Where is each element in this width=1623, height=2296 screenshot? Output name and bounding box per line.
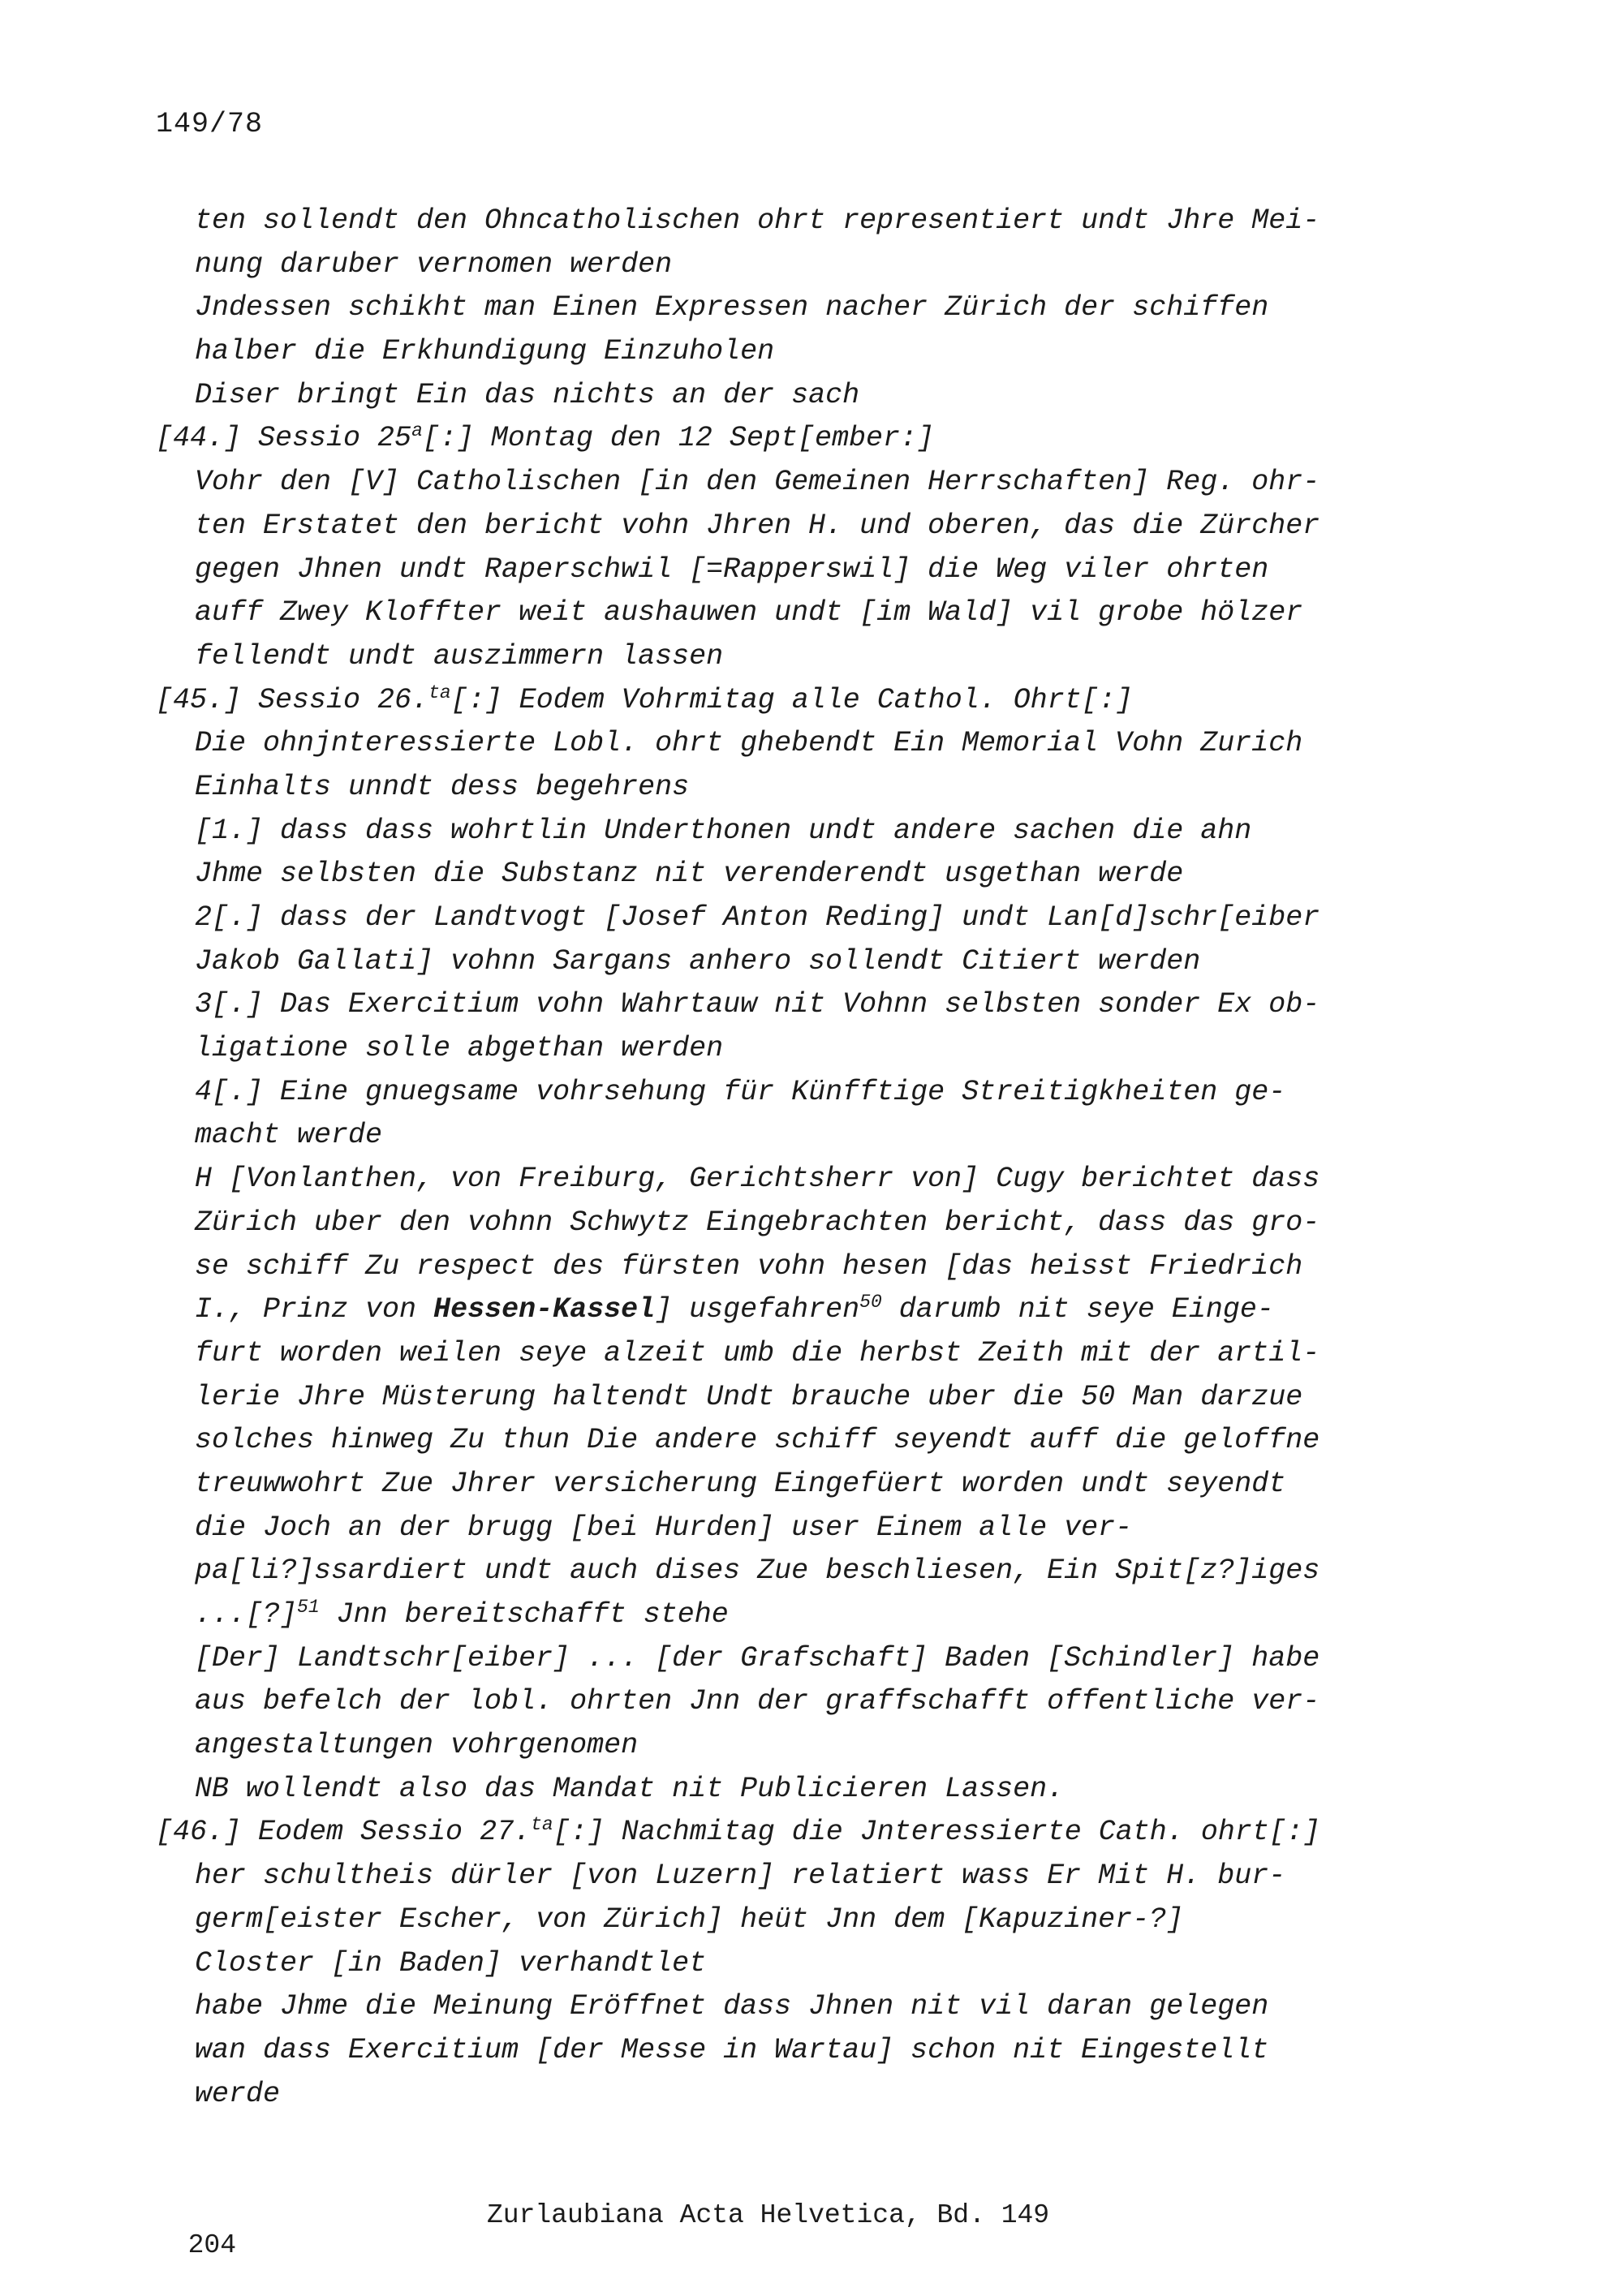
text-line: 3[.] Das Exercitium vohn Wahrtauw nit Vohnn selbsten sonder Ex ob- [195, 988, 1320, 1021]
document-body [156, 200, 1422, 2116]
text-line: lerie Jhre Müsterung haltendt Undt brauche uber die 50 Man darzue [195, 1380, 1303, 1413]
text-line: Zürich uber den vohnn Schwytz Eingebrachten bericht, dass das gro- [195, 1206, 1320, 1239]
text-line: Closter [in Baden] verhandtlet [195, 1946, 707, 1980]
text-line: Jakob Gallati] vohnn Sargans anhero sollendt Citiert werden [195, 944, 1201, 978]
text-line: Jndessen schikht man Einen Expressen nacher Zürich der schiffen [195, 291, 1269, 325]
text-line: solches hinweg Zu thun Die andere schiff seyendt auff die geloffne [195, 1424, 1320, 1457]
text-line: nung daruber vernomen werden [195, 247, 673, 281]
footnote-ref-51[interactable]: 51 [297, 1597, 320, 1618]
footnote-ref-50[interactable]: 50 [859, 1292, 882, 1314]
text-line: die Joch an der brugg [bei Hurden] user Einem alle ver- [195, 1511, 1133, 1544]
text-line: se schiff Zu respect des fürsten vohn hesen [das heisst Friedrich [195, 1249, 1303, 1283]
text-line: NB wollendt also das Mandat nit Publicieren Lassen. [195, 1772, 1065, 1805]
text-line: habe Jhme die Meinung Eröffnet dass Jhnen nit vil daran gelegen [195, 1990, 1269, 2023]
text-line: macht werde [195, 1119, 383, 1152]
bold-term: Hessen-Kassel [433, 1293, 656, 1326]
text-line: pa[li?]ssardiert undt auch dises Zue beschliesen, Ein Spit[z?]iges [195, 1554, 1320, 1588]
text-line: fellendt undt auszimmern lassen [195, 639, 724, 673]
page-number: 204 [187, 2230, 237, 2260]
session-heading-44: [44.] Sessio 25$^a$[:] Montag den 12 Sept[ember:] [156, 420, 934, 455]
session-heading-46: [46.] Eodem Sessio 27.$^{ta}$[:] Nachmitag die Jnteressierte Cath. ohrt[:] [156, 1814, 1320, 1849]
text-line: halber die Erkhundigung Einzuholen [195, 335, 775, 368]
text-line: werde [195, 2077, 281, 2110]
page-footer [156, 2200, 1050, 2290]
text-line: Diser bringt Ein das nichts an der sach [195, 378, 860, 411]
text-line-with-footnote: I., Prinz von Hessen-Kassel] usgefahren$^{50}$ darumb nit seye Einge- [195, 1292, 1274, 1326]
text-line-with-footnote: ...[?]$^{51}$ Jnn bereitschafft stehe [195, 1597, 729, 1631]
session-heading-45: [45.] Sessio 26.$^{ta}$[:] Eodem Vohrmitag alle Cathol. Ohrt[:] [156, 681, 1133, 716]
text-line: Einhalts unndt dess begehrens [195, 770, 690, 803]
text-line: treuwwohrt Zue Jhrer versicherung Eingefüert worden undt seyendt [195, 1467, 1286, 1500]
text-line: 4[.] Eine gnuegsame vohrsehung für Künfftige Streitigkheiten ge- [195, 1075, 1286, 1108]
page-reference: 149/78 [156, 108, 264, 140]
text-line: [Der] Landtschr[eiber] ... [der Grafschaft] Baden [Schindler] habe [195, 1641, 1320, 1675]
text-line: ten sollendt den Ohncatholischen ohrt representiert undt Jhre Mei- [195, 204, 1320, 237]
text-line: her schultheis dürler [von Luzern] relatiert wass Er Mit H. bur- [195, 1860, 1286, 1893]
text-line: 2[.] dass der Landtvogt [Josef Anton Reding] undt Lan[d]schr[eiber [195, 901, 1320, 934]
publication-title: Zurlaubiana Acta Helvetica, Bd. 149 [487, 2200, 1050, 2230]
text-line: ligatione solle abgethan werden [195, 1032, 724, 1065]
text-line: auff Zwey Kloffter weit aushauwen undt [im Wald] vil grobe hölzer [195, 596, 1303, 630]
text-line: aus befelch der lobl. ohrten Jnn der graffschafft offentliche ver- [195, 1685, 1320, 1718]
text-line: angestaltungen vohrgenomen [195, 1729, 639, 1762]
text-line: H [Vonlanthen, von Freiburg, Gerichtsherr von] Cugy berichtet dass [195, 1163, 1320, 1196]
text-line: [1.] dass dass wohrtlin Underthonen undt andere sachen die ahn [195, 814, 1252, 847]
text-line: germ[eister Escher, von Zürich] heüt Jnn dem [Kapuziner-?] [195, 1903, 1184, 1936]
text-line: ten Erstatet den bericht vohn Jhren H. und oberen, das die Zürcher [195, 509, 1320, 542]
text-line: Jhme selbsten die Substanz nit verenderendt usgethan werde [195, 858, 1184, 891]
text-line: furt worden weilen seye alzeit umb die herbst Zeith mit der artil- [195, 1336, 1320, 1369]
text-line: Vohr den [V] Catholischen [in den Gemeinen Herrschaften] Reg. ohr- [195, 466, 1320, 499]
text-line: Die ohnjnteressierte Lobl. ohrt ghebendt Ein Memorial Vohn Zurich [195, 727, 1303, 760]
text-line: gegen Jhnen undt Raperschwil [=Rapperswil] die Weg viler ohrten [195, 553, 1269, 586]
text-line: wan dass Exercitium [der Messe in Wartau] schon nit Eingestellt [195, 2033, 1269, 2066]
